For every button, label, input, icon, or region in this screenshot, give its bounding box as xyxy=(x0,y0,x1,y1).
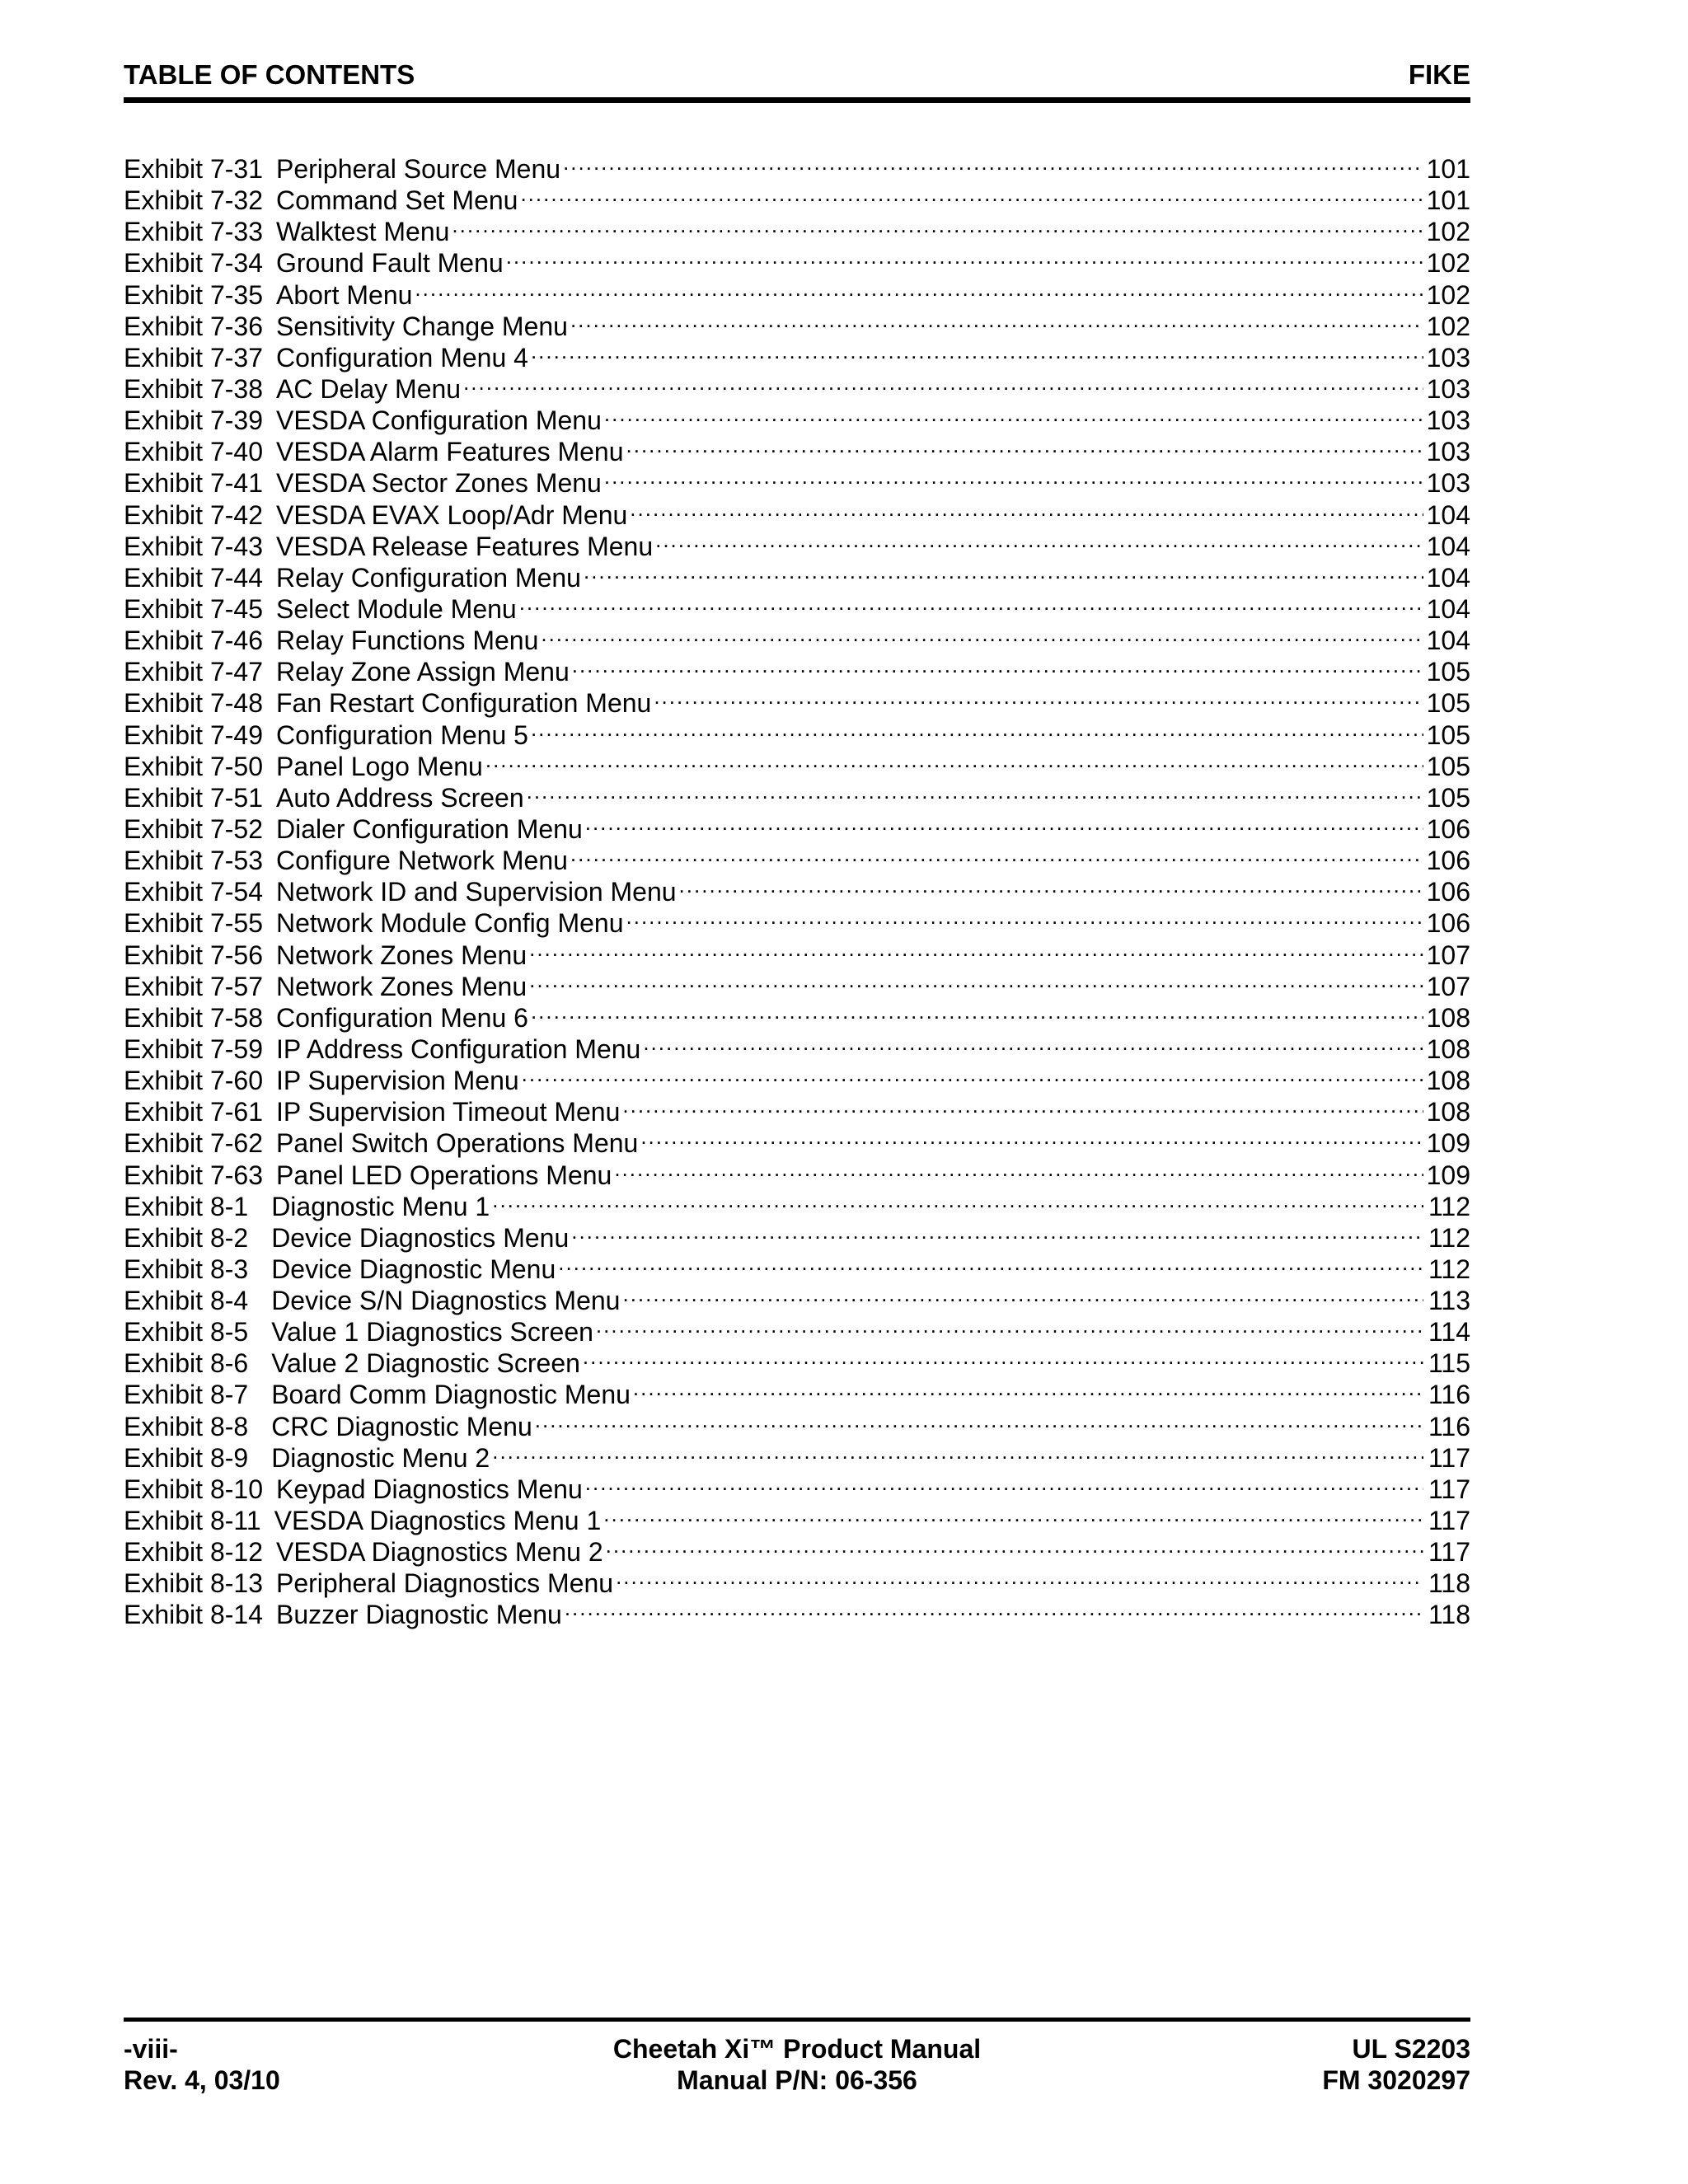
footer-fm-approval: FM 3020297 xyxy=(1322,2065,1470,2095)
toc-page-number: 102 xyxy=(1426,279,1470,310)
toc-page-number: 108 xyxy=(1426,1033,1470,1064)
toc-dot-leader xyxy=(529,933,1423,964)
toc-page-number: 118 xyxy=(1428,1600,1470,1630)
toc-dot-leader xyxy=(679,869,1423,901)
toc-page-number: 114 xyxy=(1428,1317,1470,1347)
toc-page-number: 101 xyxy=(1426,154,1470,184)
toc-exhibit-title: VESDA Release Features Menu xyxy=(275,531,654,561)
toc-exhibit-number: Exhibit 7-43 xyxy=(124,531,263,561)
toc-exhibit-title: VESDA Diagnostics Menu 1 xyxy=(274,1506,602,1536)
toc-dot-leader xyxy=(415,273,1423,304)
toc-dot-leader xyxy=(654,681,1423,712)
toc-exhibit-title: VESDA Sector Zones Menu xyxy=(275,468,602,499)
toc-dot-leader xyxy=(643,1027,1423,1058)
toc-dot-leader xyxy=(541,618,1423,649)
toc-exhibit-number: Exhibit 8-3 xyxy=(124,1254,249,1284)
toc-page-number: 103 xyxy=(1426,468,1470,499)
toc-page-number: 102 xyxy=(1426,217,1470,247)
toc-exhibit-number: Exhibit 7-46 xyxy=(124,626,263,656)
toc-exhibit-title: Ground Fault Menu xyxy=(275,248,504,279)
toc-page-number: 103 xyxy=(1426,405,1470,436)
toc-exhibit-title: Configure Network Menu xyxy=(275,846,568,876)
toc-exhibit-number: Exhibit 7-55 xyxy=(124,908,263,939)
toc-exhibit-title: VESDA Alarm Features Menu xyxy=(275,437,624,467)
toc-dot-leader xyxy=(640,1121,1423,1152)
toc-exhibit-number: Exhibit 7-53 xyxy=(124,846,263,876)
toc-exhibit-title: Device S/N Diagnostics Menu xyxy=(271,1286,621,1316)
toc-dot-leader xyxy=(571,1216,1423,1247)
toc-exhibit-title: Configuration Menu 4 xyxy=(275,342,528,373)
toc-dot-leader xyxy=(622,1090,1423,1121)
toc-exhibit-number: Exhibit 7-58 xyxy=(124,1002,263,1033)
footer-right xyxy=(1322,2033,1470,2096)
toc-exhibit-title: Command Set Menu xyxy=(275,185,518,216)
toc-dot-leader xyxy=(603,1498,1423,1530)
footer-manual-pn: Manual P/N: 06-356 xyxy=(677,2065,917,2095)
toc-dot-leader xyxy=(606,1530,1423,1561)
toc-page-number: 105 xyxy=(1426,719,1470,750)
table-of-contents-list xyxy=(124,147,1470,1630)
toc-exhibit-number: Exhibit 7-47 xyxy=(124,657,263,687)
toc-dot-leader xyxy=(584,555,1423,587)
toc-entry[interactable] xyxy=(124,147,1470,184)
toc-exhibit-title: Board Comm Diagnostic Menu xyxy=(271,1380,631,1410)
toc-dot-leader xyxy=(565,1592,1423,1624)
toc-exhibit-title: Configuration Menu 5 xyxy=(275,719,528,750)
toc-exhibit-number: Exhibit 8-2 xyxy=(124,1222,249,1253)
toc-page-number: 104 xyxy=(1426,531,1470,561)
toc-page-number: 106 xyxy=(1426,846,1470,876)
toc-dot-leader xyxy=(614,1153,1423,1184)
toc-dot-leader xyxy=(463,367,1423,398)
toc-exhibit-title: VESDA Diagnostics Menu 2 xyxy=(275,1537,603,1568)
toc-exhibit-title: Value 2 Diagnostic Screen xyxy=(271,1348,580,1379)
toc-page-number: 104 xyxy=(1426,499,1470,530)
toc-exhibit-number: Exhibit 7-40 xyxy=(124,437,263,467)
header-brand: FIKE xyxy=(1408,59,1470,90)
toc-dot-leader xyxy=(616,1561,1423,1592)
toc-dot-leader xyxy=(531,335,1423,367)
toc-page-number: 102 xyxy=(1426,311,1470,341)
toc-dot-leader xyxy=(583,1341,1423,1372)
toc-dot-leader xyxy=(622,1278,1423,1310)
toc-exhibit-title: Keypad Diagnostics Menu xyxy=(275,1474,583,1504)
toc-exhibit-number: Exhibit 7-35 xyxy=(124,279,263,310)
toc-dot-leader xyxy=(633,1372,1423,1404)
toc-exhibit-title: Abort Menu xyxy=(275,279,413,310)
toc-dot-leader xyxy=(506,241,1423,272)
toc-dot-leader xyxy=(492,1184,1423,1216)
toc-page-number: 106 xyxy=(1426,908,1470,939)
toc-exhibit-number: Exhibit 7-61 xyxy=(124,1097,263,1127)
toc-exhibit-number: Exhibit 7-42 xyxy=(124,499,263,530)
toc-dot-leader xyxy=(563,147,1423,178)
toc-exhibit-title: Device Diagnostics Menu xyxy=(271,1222,570,1253)
footer-manual-title: Cheetah Xi™ Product Manual xyxy=(612,2034,982,2064)
toc-exhibit-number: Exhibit 7-59 xyxy=(124,1033,263,1064)
toc-page-number: 118 xyxy=(1428,1568,1470,1599)
toc-page-number: 103 xyxy=(1426,437,1470,467)
toc-page-number: 107 xyxy=(1426,940,1470,970)
toc-exhibit-number: Exhibit 7-50 xyxy=(124,751,263,781)
toc-dot-leader xyxy=(531,713,1423,744)
toc-exhibit-number: Exhibit 7-41 xyxy=(124,468,263,499)
toc-page-number: 112 xyxy=(1428,1222,1470,1253)
toc-page-number: 105 xyxy=(1426,688,1470,719)
toc-page-number: 104 xyxy=(1426,562,1470,593)
toc-page-number: 104 xyxy=(1426,593,1470,624)
toc-page-number: 104 xyxy=(1426,626,1470,656)
toc-exhibit-number: Exhibit 7-57 xyxy=(124,971,263,1001)
toc-exhibit-title: Relay Configuration Menu xyxy=(275,562,581,593)
toc-exhibit-title: Panel LED Operations Menu xyxy=(275,1160,612,1190)
toc-page-number: 109 xyxy=(1426,1128,1470,1159)
toc-exhibit-number: Exhibit 7-39 xyxy=(124,405,263,436)
toc-exhibit-number: Exhibit 7-32 xyxy=(124,185,263,216)
toc-exhibit-number: Exhibit 8-9 xyxy=(124,1442,249,1473)
toc-exhibit-number: Exhibit 8-13 xyxy=(124,1568,263,1599)
toc-exhibit-number: Exhibit 7-52 xyxy=(124,813,263,844)
toc-dot-leader xyxy=(585,1467,1423,1498)
toc-exhibit-number: Exhibit 7-37 xyxy=(124,342,263,373)
toc-exhibit-number: Exhibit 7-34 xyxy=(124,248,263,279)
toc-dot-leader xyxy=(558,1247,1423,1278)
toc-page-number: 117 xyxy=(1428,1537,1470,1568)
toc-dot-leader xyxy=(519,587,1423,618)
toc-exhibit-title: Sensitivity Change Menu xyxy=(275,311,568,341)
toc-exhibit-title: Network ID and Supervision Menu xyxy=(275,877,677,907)
toc-exhibit-title: IP Supervision Menu xyxy=(275,1066,519,1096)
toc-exhibit-title: VESDA EVAX Loop/Adr Menu xyxy=(275,499,628,530)
footer-center xyxy=(124,2033,1470,2096)
toc-page-number: 108 xyxy=(1426,1002,1470,1033)
toc-page-number: 117 xyxy=(1428,1506,1470,1536)
toc-exhibit-number: Exhibit 7-56 xyxy=(124,940,263,970)
toc-dot-leader xyxy=(630,493,1423,524)
toc-page-number: 117 xyxy=(1428,1474,1470,1504)
toc-dot-leader xyxy=(570,838,1423,869)
toc-exhibit-title: VESDA Configuration Menu xyxy=(275,405,602,436)
toc-exhibit-title: CRC Diagnostic Menu xyxy=(271,1411,532,1441)
toc-exhibit-title: IP Supervision Timeout Menu xyxy=(275,1097,621,1127)
toc-exhibit-title: Panel Switch Operations Menu xyxy=(275,1128,639,1159)
toc-exhibit-number: Exhibit 7-31 xyxy=(124,154,263,184)
toc-exhibit-title: Diagnostic Menu 1 xyxy=(271,1191,490,1221)
toc-page-number: 113 xyxy=(1428,1286,1470,1316)
toc-dot-leader xyxy=(535,1404,1423,1436)
toc-exhibit-number: Exhibit 7-45 xyxy=(124,593,263,624)
toc-dot-leader xyxy=(522,1058,1423,1090)
toc-page-number: 116 xyxy=(1428,1380,1470,1410)
toc-exhibit-title: Buzzer Diagnostic Menu xyxy=(275,1600,562,1630)
toc-page-number: 105 xyxy=(1426,657,1470,687)
toc-dot-leader xyxy=(570,304,1423,335)
toc-exhibit-number: Exhibit 8-7 xyxy=(124,1380,249,1410)
toc-exhibit-number: Exhibit 8-8 xyxy=(124,1411,249,1441)
toc-exhibit-title: Relay Zone Assign Menu xyxy=(275,657,570,687)
toc-exhibit-number: Exhibit 7-49 xyxy=(124,719,263,750)
toc-exhibit-number: Exhibit 8-5 xyxy=(124,1317,249,1347)
toc-exhibit-number: Exhibit 7-60 xyxy=(124,1066,263,1096)
toc-exhibit-title: Peripheral Source Menu xyxy=(275,154,561,184)
toc-exhibit-number: Exhibit 7-62 xyxy=(124,1128,263,1159)
toc-exhibit-number: Exhibit 7-44 xyxy=(124,562,263,593)
toc-page-number: 103 xyxy=(1426,342,1470,373)
toc-exhibit-title: Walktest Menu xyxy=(275,217,450,247)
page-header xyxy=(124,58,1470,103)
toc-exhibit-title: IP Address Configuration Menu xyxy=(275,1033,641,1064)
toc-page-number: 112 xyxy=(1428,1191,1470,1221)
toc-dot-leader xyxy=(626,901,1423,932)
toc-dot-leader xyxy=(527,776,1423,807)
toc-exhibit-title: Auto Address Screen xyxy=(275,782,524,813)
toc-exhibit-number: Exhibit 7-48 xyxy=(124,688,263,719)
toc-page-number: 109 xyxy=(1426,1160,1470,1190)
toc-exhibit-title: Diagnostic Menu 2 xyxy=(271,1442,490,1473)
toc-page-number: 106 xyxy=(1426,813,1470,844)
toc-dot-leader xyxy=(452,209,1423,241)
toc-exhibit-title: Fan Restart Configuration Menu xyxy=(275,688,652,719)
toc-dot-leader xyxy=(604,398,1423,429)
toc-page-number: 105 xyxy=(1426,751,1470,781)
toc-exhibit-number: Exhibit 8-10 xyxy=(124,1474,263,1504)
toc-exhibit-title: Network Zones Menu xyxy=(275,971,528,1001)
toc-exhibit-number: Exhibit 7-33 xyxy=(124,217,263,247)
footer-ul-listing: UL S2203 xyxy=(1352,2034,1470,2064)
toc-dot-leader xyxy=(485,744,1423,776)
toc-page-number: 108 xyxy=(1426,1097,1470,1127)
toc-exhibit-title: Network Module Config Menu xyxy=(275,908,624,939)
toc-page-number: 106 xyxy=(1426,877,1470,907)
toc-exhibit-title: Panel Logo Menu xyxy=(275,751,483,781)
toc-page-number: 117 xyxy=(1428,1442,1470,1473)
toc-page-number: 103 xyxy=(1426,373,1470,404)
toc-page-number: 105 xyxy=(1426,782,1470,813)
page-footer xyxy=(124,2018,1470,2095)
toc-exhibit-title: Configuration Menu 6 xyxy=(275,1002,528,1033)
header-section-title: TABLE OF CONTENTS xyxy=(124,59,415,90)
toc-dot-leader xyxy=(520,178,1423,209)
toc-exhibit-title: Device Diagnostic Menu xyxy=(271,1254,556,1284)
toc-dot-leader xyxy=(529,964,1423,996)
toc-exhibit-number: Exhibit 8-11 xyxy=(124,1506,261,1536)
toc-exhibit-title: Network Zones Menu xyxy=(275,940,528,970)
toc-exhibit-number: Exhibit 8-12 xyxy=(124,1537,263,1568)
toc-dot-leader xyxy=(604,461,1423,492)
toc-exhibit-number: Exhibit 7-63 xyxy=(124,1160,263,1190)
toc-dot-leader xyxy=(531,996,1423,1027)
toc-exhibit-title: Dialer Configuration Menu xyxy=(275,813,583,844)
toc-exhibit-number: Exhibit 7-51 xyxy=(124,782,263,813)
toc-exhibit-number: Exhibit 8-1 xyxy=(124,1191,249,1221)
toc-exhibit-title: AC Delay Menu xyxy=(275,373,462,404)
toc-exhibit-number: Exhibit 8-6 xyxy=(124,1348,249,1379)
toc-exhibit-title: Peripheral Diagnostics Menu xyxy=(275,1568,614,1599)
toc-page-number: 108 xyxy=(1426,1066,1470,1096)
toc-exhibit-number: Exhibit 7-54 xyxy=(124,877,263,907)
toc-dot-leader xyxy=(585,807,1423,838)
toc-page-number: 101 xyxy=(1426,185,1470,216)
toc-dot-leader xyxy=(626,429,1424,461)
toc-exhibit-number: Exhibit 7-38 xyxy=(124,373,263,404)
toc-page-number: 115 xyxy=(1428,1348,1470,1379)
toc-dot-leader xyxy=(596,1310,1423,1341)
toc-dot-leader xyxy=(492,1436,1423,1467)
footer-revision: Rev. 4, 03/10 xyxy=(124,2065,280,2095)
toc-exhibit-title: Value 1 Diagnostics Screen xyxy=(271,1317,593,1347)
toc-page-number: 107 xyxy=(1426,971,1470,1001)
toc-exhibit-title: Select Module Menu xyxy=(275,593,517,624)
toc-exhibit-number: Exhibit 8-14 xyxy=(124,1600,263,1630)
toc-exhibit-number: Exhibit 8-4 xyxy=(124,1286,249,1316)
toc-dot-leader xyxy=(655,524,1423,555)
toc-exhibit-number: Exhibit 7-36 xyxy=(124,311,263,341)
footer-page-number: -viii- xyxy=(124,2034,178,2064)
toc-page-number: 112 xyxy=(1428,1254,1470,1284)
toc-page-number: 102 xyxy=(1426,248,1470,279)
toc-dot-leader xyxy=(572,649,1423,681)
toc-page-number: 116 xyxy=(1428,1411,1470,1441)
toc-exhibit-title: Relay Functions Menu xyxy=(275,626,539,656)
